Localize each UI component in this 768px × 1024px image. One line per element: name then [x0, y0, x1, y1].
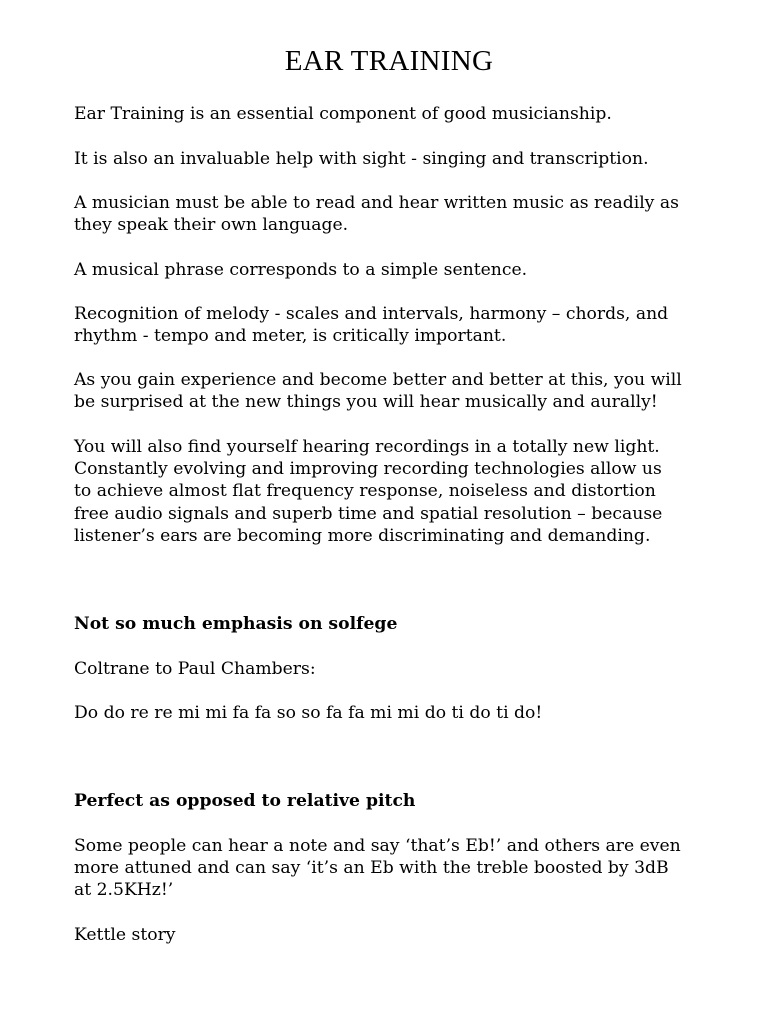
solfege-syllables-paragraph: Do do re re mi mi fa fa so so fa fa mi mi do ti do ti do! — [74, 703, 543, 723]
paragraph-line: Constantly evolving and improving recording technologies allow us — [74, 459, 662, 480]
paragraph-line: be surprised at the new things you will hear musically and aurally! — [74, 392, 658, 413]
intro-paragraph: Ear Training is an essential component of good musicianship. — [74, 104, 612, 124]
paragraph-line: A musician must be able to read and hear written music as readily as — [74, 193, 679, 213]
kettle-story-paragraph: Kettle story — [74, 925, 176, 945]
paragraph-line: rhythm - tempo and meter, is critically important. — [74, 326, 507, 347]
paragraph-line: You will also find yourself hearing recordings in a totally new light. — [74, 437, 660, 457]
coltrane-paragraph: Coltrane to Paul Chambers: — [74, 659, 316, 679]
pitch-paragraph — [74, 835, 714, 902]
solfege-heading: Not so much emphasis on solfege — [74, 614, 398, 634]
paragraph-line: Some people can hear a note and say ‘that’s Eb!’ and others are even — [74, 836, 681, 856]
experience-paragraph — [74, 369, 714, 413]
paragraph-line: they speak their own language. — [74, 215, 349, 236]
musician-language-paragraph — [74, 192, 714, 236]
paragraph-line: Recognition of melody - scales and intervals, harmony – chords, and — [74, 304, 669, 324]
document-title: EAR TRAINING — [284, 45, 494, 77]
paragraph-line: more attuned and can say ‘it’s an Eb with the treble boosted by 3dB — [74, 858, 669, 879]
musical-phrase-paragraph: A musical phrase corresponds to a simple sentence. — [74, 260, 528, 280]
paragraph-line: at 2.5KHz!’ — [74, 880, 174, 901]
paragraph-line: free audio signals and superb time and spatial resolution – because — [74, 503, 663, 524]
recognition-paragraph — [74, 303, 714, 347]
recordings-paragraph — [74, 436, 714, 547]
pitch-heading: Perfect as opposed to relative pitch — [74, 791, 416, 811]
paragraph-line: to achieve almost flat frequency response, noiseless and distortion — [74, 481, 656, 502]
paragraph-line: As you gain experience and become better and better at this, you will — [74, 370, 682, 390]
paragraph-line: listener’s ears are becoming more discriminating and demanding. — [74, 525, 651, 546]
sight-singing-paragraph: It is also an invaluable help with sight - singing and transcription. — [74, 149, 649, 169]
